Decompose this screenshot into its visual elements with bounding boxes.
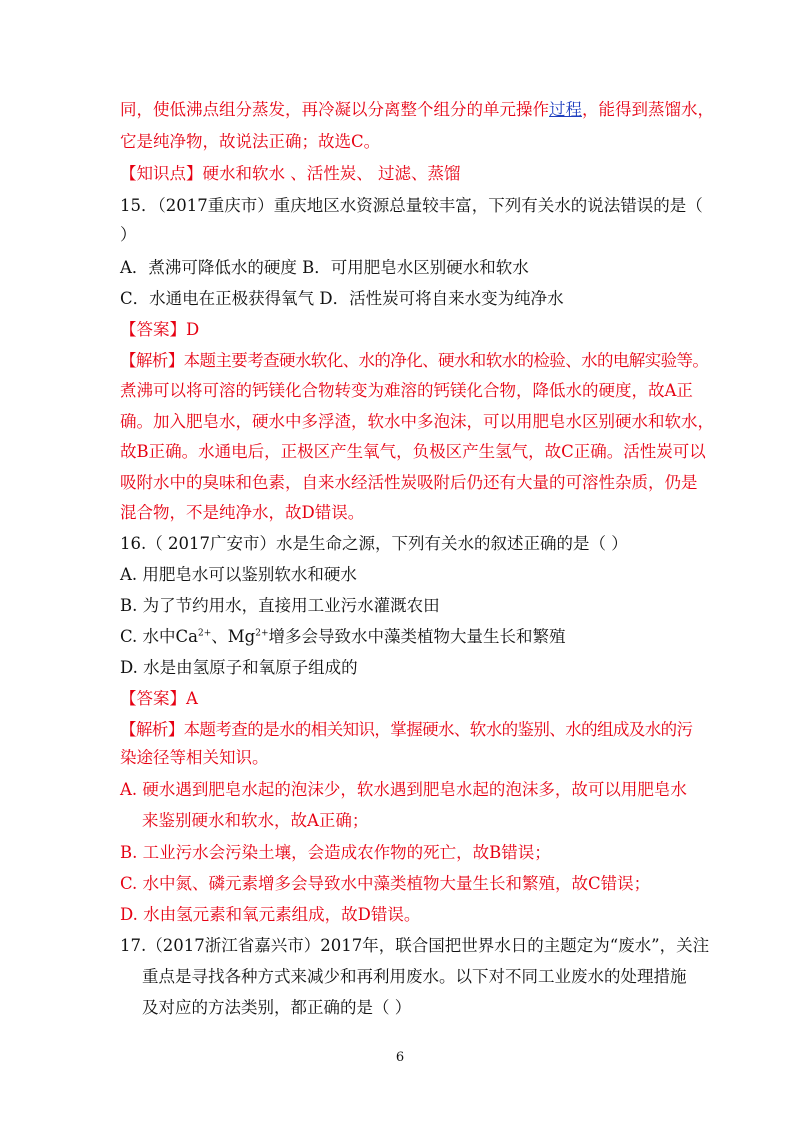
- question-15-analysis-line: 故B正确。水通电后，正极区产生氧气，负极区产生氢气，故C正确。活性炭可以: [120, 442, 706, 461]
- question-15-analysis-line: 煮沸可以将可溶的钙镁化合物转变为难溶的钙镁化合物，降低水的硬度，故A正: [120, 381, 693, 400]
- question-16-option-c: C. 水中$Ca^{2+}$、$Mg^{2+}$增多会导致水中藻类植物大量生长和繁殖: [120, 627, 566, 646]
- question-16-analysis-line: 染途径等相关知识。: [120, 748, 269, 767]
- process-link[interactable]: 过程: [549, 100, 582, 119]
- question-15-analysis-line: 吸附水中的臭味和色素，自来水经活性炭吸附后仍还有大量的可溶性杂质，仍是: [120, 473, 698, 492]
- question-16-analysis-item: C. 水中氮、磷元素增多会导致水中藻类植物大量生长和繁殖，故C错误；: [120, 874, 651, 893]
- question-16-analysis-line: 【解析】本题考查的是水的相关知识，掌握硬水、软水的鉴别、水的组成及水的污: [120, 720, 693, 739]
- question-16-analysis-item: D. 水由氢元素和氧元素组成，故D错误。: [120, 905, 421, 924]
- question-15-analysis-line: 【解析】本题主要考查硬水软化、水的净化、硬水和软水的检验、水的电解实验等。: [120, 351, 709, 370]
- question-15-analysis-line: 混合物，不是纯净水，故D错误。: [120, 503, 365, 522]
- question-17-stem: 17.（2017浙江省嘉兴市）2017年，联合国把世界水日的主题定为“废水”，关注: [120, 936, 710, 955]
- question-15-options: C．水通电在正极获得氧气 D．活性炭可将自来水变为纯净水: [120, 289, 564, 308]
- knowledge-point: 【知识点】硬水和软水 、活性炭、 过滤、蒸馏: [120, 164, 461, 183]
- question-15-options: A．煮沸可降低水的硬度 B．可用肥皂水区别硬水和软水: [120, 258, 529, 277]
- question-17-stem-cont: 及对应的方法类别，都正确的是（ ）: [142, 998, 412, 1017]
- question-15-answer: 【答案】D: [120, 320, 200, 339]
- question-16-option-a: A. 用肥皂水可以鉴别软水和硬水: [120, 565, 357, 584]
- question-16-option-b: B. 为了节约用水，直接用工业污水灌溉农田: [120, 596, 440, 615]
- question-16-answer: 【答案】A: [120, 689, 198, 708]
- question-17-stem-cont: 重点是寻找各种方式来减少和再利用废水。以下对不同工业废水的处理措施: [142, 967, 687, 986]
- question-15-stem-cont: ）: [120, 225, 137, 244]
- question-16-option-d: D. 水是由氢原子和氧原子组成的: [120, 658, 358, 677]
- question-16-analysis-item: A. 硬水遇到肥皂水起的泡沫少，软水遇到肥皂水起的泡沫多，故可以用肥皂水: [120, 780, 687, 799]
- paragraph-line: 它是纯净物，故说法正确；故选C。: [120, 132, 381, 151]
- question-15-analysis-line: 确。加入肥皂水，硬水中多浮渣，软水中多泡沫，可以用肥皂水区别硬水和软水，: [120, 412, 714, 431]
- question-15-stem: 15．（2017重庆市）重庆地区水资源总量较丰富，下列有关水的说法错误的是（: [120, 196, 703, 215]
- question-16-analysis-item: B. 工业污水会污染土壤，会造成农作物的死亡，故B错误；: [120, 843, 551, 862]
- question-16-stem: 16.（ 2017广安市）水是生命之源，下列有关水的叙述正确的是（ ）: [120, 534, 628, 553]
- paragraph-line: 同，使低沸点组分蒸发，再冷凝以分离整个组分的单元操作过程，能得到蒸馏水，: [120, 100, 714, 119]
- question-16-analysis-item: 来鉴别硬水和软水，故A正确；: [142, 811, 369, 830]
- page-number: 6: [395, 1050, 405, 1065]
